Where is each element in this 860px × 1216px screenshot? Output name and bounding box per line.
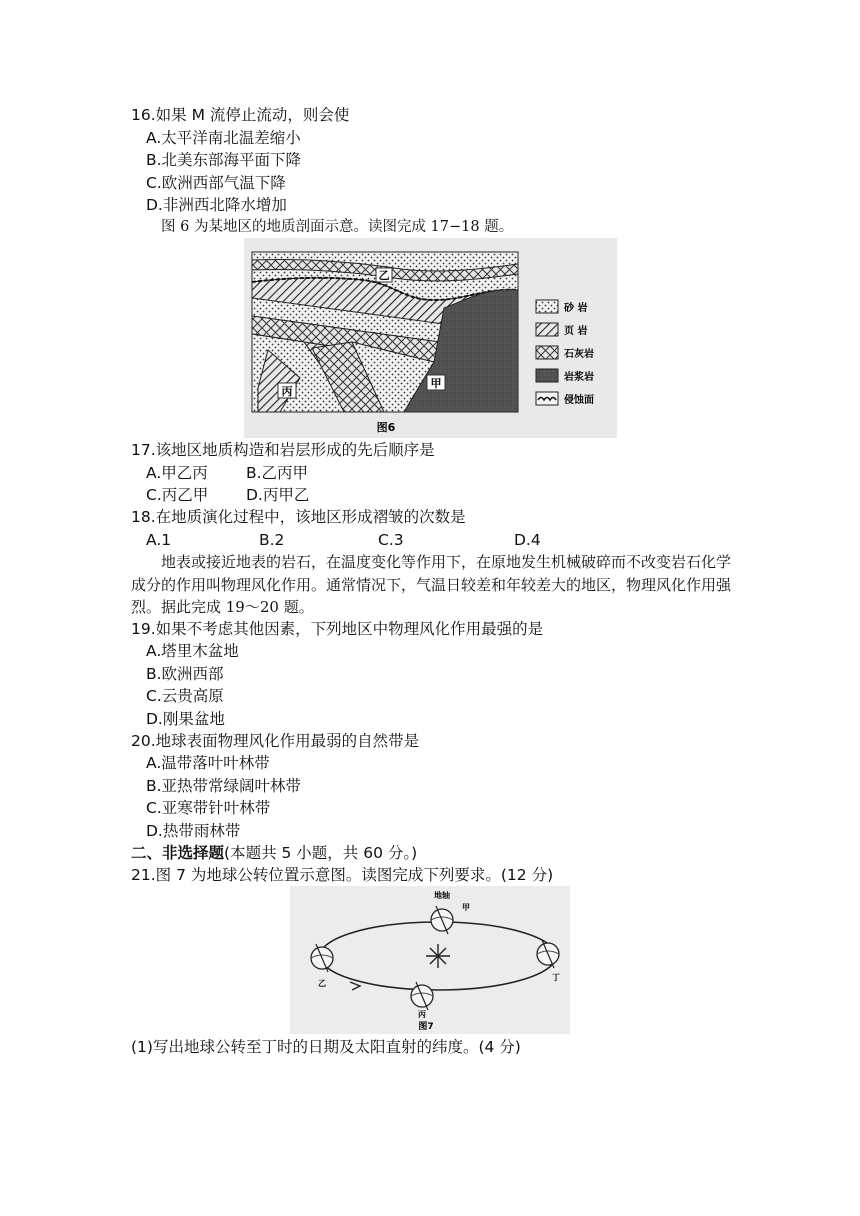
legend-magma-swatch (536, 369, 558, 382)
q16-option-c: C.欧洲西部气温下降 (146, 174, 286, 192)
q18-stem: 18.在地质演化过程中，该地区形成褶皱的次数是 (131, 508, 466, 526)
label-bing: 丙 (281, 385, 293, 398)
section-2-title: 二、非选择题 (131, 844, 225, 862)
q18-option-c: C.3 (378, 531, 404, 549)
q18-option-a: A.1 (146, 531, 172, 549)
q21-stem: 21.图 7 为地球公转位置示意图。读图完成下列要求。(12 分) (131, 866, 554, 884)
q16-option-b: B.北美东部海平面下降 (146, 151, 302, 169)
q16-option-d: D.非洲西北降水增加 (146, 196, 287, 214)
label-yi: 乙 (318, 979, 326, 988)
q17-option-b: B.乙丙甲 (246, 464, 309, 482)
q20-option-d: D.热带雨林带 (146, 822, 241, 840)
q16-stem: 16.如果 M 流停止流动，则会使 (131, 106, 350, 124)
q19-option-a: A.塔里木盆地 (146, 642, 239, 660)
legend-shale: 页 岩 (564, 326, 588, 337)
q20-stem: 20.地球表面物理风化作用最弱的自然带是 (131, 732, 420, 750)
q17-option-d: D.丙甲乙 (246, 486, 310, 504)
legend-sandstone: 砂 岩 (564, 303, 588, 314)
label-ding: 丁 (552, 973, 560, 982)
fig6-intro: 图 6 为某地区的地质剖面示意。读图完成 17−18 题。 (161, 219, 514, 235)
q21-sub1: (1)写出地球公转至丁时的日期及太阳直射的纬度。(4 分) (131, 1038, 521, 1056)
q17-option-a: A.甲乙丙 (146, 464, 208, 482)
q20-option-c: C.亚寒带针叶林带 (146, 799, 271, 817)
q18-option-d: D.4 (514, 531, 541, 549)
fig7-caption: 图7 (418, 1022, 434, 1032)
q19-option-c: C.云贵高原 (146, 687, 224, 705)
q17-stem: 17.该地区地质构造和岩层形成的先后顺序是 (131, 441, 435, 459)
q17-option-c: C.丙乙甲 (146, 486, 209, 504)
figure-6-geologic-section (244, 238, 617, 438)
legend-magma: 岩浆岩 (564, 372, 594, 383)
label-jia: 甲 (430, 377, 442, 390)
q20-option-b: B.亚热带常绿阔叶林带 (146, 777, 302, 795)
q18-option-b: B.2 (259, 531, 285, 549)
section-2-note: (本题共 5 小题，共 60 分。) (224, 844, 418, 862)
label-axis: 地轴 (434, 891, 450, 900)
section-2-heading (131, 842, 417, 864)
fig6-caption: 图6 (376, 421, 396, 434)
label-jia: 甲 (462, 903, 470, 912)
section-diagram (252, 252, 518, 412)
q19-option-b: B.欧洲西部 (146, 665, 224, 683)
q19-stem: 19.如果不考虑其他因素，下列地区中物理风化作用最强的是 (131, 620, 544, 638)
legend-limestone: 石灰岩 (564, 349, 594, 360)
legend-erosion: 侵蚀面 (564, 395, 594, 406)
legend-sandstone-swatch (536, 300, 558, 313)
weathering-passage: 地表或接近地表的岩石，在温度变化等作用下，在原地发生机械破碎而不改变岩石化学成分的作用叫物理风化作用。通常情况下，气温日较差和年较差大的地区，物理风化作用强烈。据此完成 19～20 题。 (131, 553, 732, 616)
q19-option-d: D.刚果盆地 (146, 710, 225, 728)
q16-option-a: A.太平洋南北温差缩小 (146, 129, 301, 147)
q20-option-a: A.温带落叶叶林带 (146, 754, 270, 772)
legend-shale-swatch (536, 323, 558, 336)
legend-limestone-swatch (536, 346, 558, 359)
label-bing: 丙 (418, 1010, 426, 1019)
label-yi: 乙 (378, 269, 390, 282)
figure-7-earth-orbit (290, 886, 570, 1034)
